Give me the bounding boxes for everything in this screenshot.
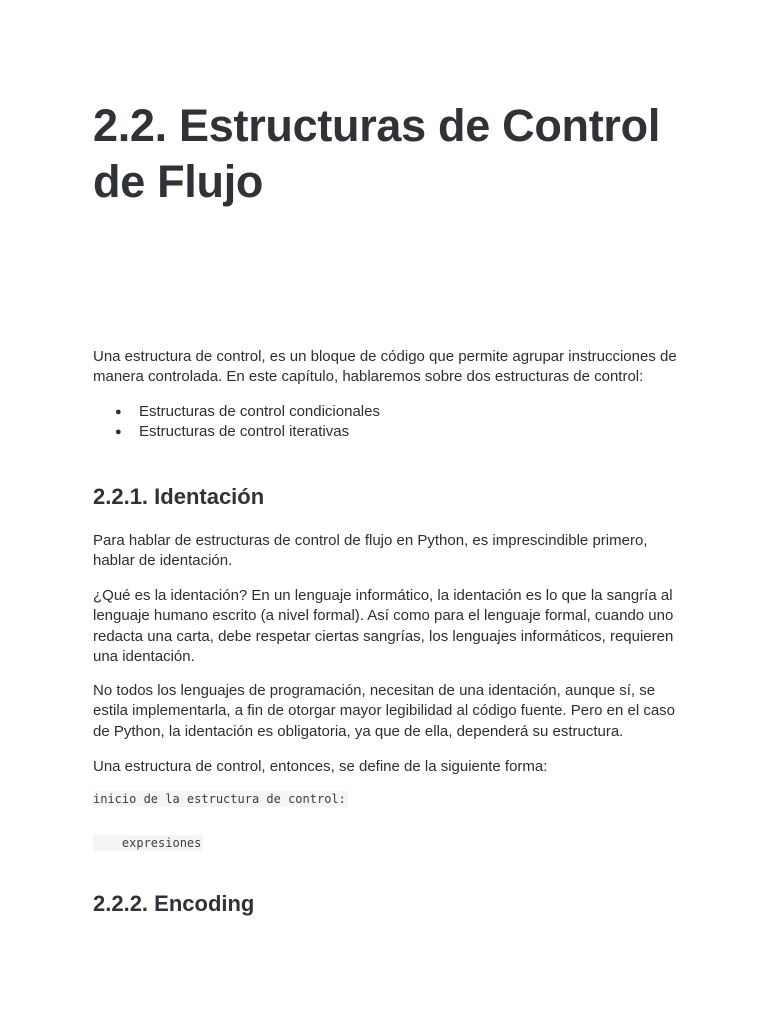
list-item: ● Estructuras de control iterativas bbox=[93, 422, 678, 442]
code-block bbox=[93, 791, 678, 807]
paragraph: ¿Qué es la identación? En un lenguaje informático, la identación es lo que la sangría al lenguaje humano escrito (a nivel formal). Así como para el lenguaje formal, cuando uno redacta una carta, debe respetar ciertas sangrías, los lenguajes informáticos, requieren una identación. bbox=[93, 587, 674, 665]
section-heading-identacion: 2.2.1. Identación bbox=[93, 484, 265, 509]
code-line: inicio de la estructura de control: bbox=[93, 792, 346, 806]
intro-section bbox=[93, 347, 678, 442]
paragraph: No todos los lenguajes de programación, necesitan de una identación, aunque sí, se estila implementarla, a fin de otorgar mayor legibilidad al código fuente. Pero en el caso de Python, la identación es obligatoria, ya que de ella, dependerá su estructura. bbox=[93, 682, 675, 740]
paragraph: Para hablar de estructuras de control de flujo en Python, es imprescindible primero, hablar de identación. bbox=[93, 532, 648, 570]
intro-paragraph: Una estructura de control, es un bloque de código que permite agrupar instrucciones de manera controlada. En este capítulo, hablaremos sobre dos estructuras de control: bbox=[93, 348, 677, 386]
code-line: expresiones bbox=[93, 836, 202, 850]
list-item: ● Estructuras de control condicionales bbox=[93, 402, 678, 422]
intro-bullet-list bbox=[93, 402, 678, 442]
paragraph: Una estructura de control, entonces, se define de la siguiente forma: bbox=[93, 758, 548, 775]
code-block bbox=[93, 835, 678, 851]
section-heading-encoding: 2.2.2. Encoding bbox=[93, 891, 255, 916]
page-title: 2.2. Estructuras de Control de Flujo bbox=[93, 100, 661, 207]
